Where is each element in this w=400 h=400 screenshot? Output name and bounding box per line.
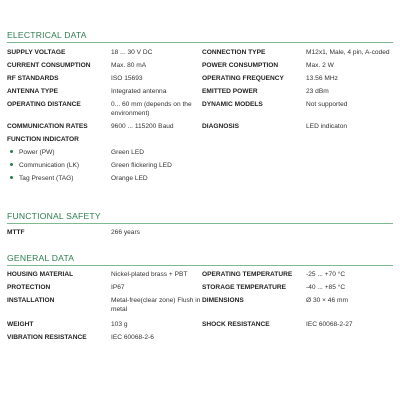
indicator-name: Communication (LK) [19, 162, 80, 169]
table-row [7, 101, 393, 123]
bullet-icon [10, 163, 13, 166]
spec-label: HOUSING MATERIAL [7, 271, 74, 278]
table-row [7, 62, 393, 75]
section-title-safety: FUNCTIONAL SAFETY [7, 211, 393, 224]
spec-label: INSTALLATION [7, 297, 55, 304]
indicator-name: Power (PW) [19, 149, 55, 156]
spec-value: M12x1, Male, 4 pin, A-coded [306, 49, 390, 56]
spec-value: IEC 60068-2-6 [111, 334, 154, 341]
spec-value: IEC 60068-2-27 [306, 321, 353, 328]
spec-value: 9600 ... 115200 Baud [111, 123, 174, 130]
spec-label: OPERATING FREQUENCY [202, 75, 284, 82]
spec-label: MTTF [7, 229, 25, 236]
functional-safety-section [7, 211, 393, 242]
spec-value: Ø 30 × 46 mm [306, 297, 348, 304]
list-item [7, 149, 393, 162]
table-row [7, 75, 393, 88]
indicator-value: Orange LED [111, 175, 148, 182]
spec-value: IP67 [111, 284, 125, 291]
spec-value: 23 dBm [306, 88, 329, 95]
spec-label: RF STANDARDS [7, 75, 59, 82]
table-row [7, 297, 393, 321]
spec-label: EMITTED POWER [202, 88, 258, 95]
spec-value: ISO 15693 [111, 75, 143, 82]
spec-value: -40 ... +85 °C [306, 284, 346, 291]
table-row [7, 229, 393, 242]
general-data-section [7, 253, 393, 347]
table-row [7, 88, 393, 101]
table-row [7, 271, 393, 284]
indicator-value: Green LED [111, 149, 144, 156]
table-row [7, 321, 393, 334]
spec-value: 266 years [111, 229, 140, 236]
spec-label: OPERATING DISTANCE [7, 101, 81, 108]
section-title-general: GENERAL DATA [7, 253, 393, 266]
table-row [7, 136, 393, 149]
indicator-value: Green flickering LED [111, 162, 172, 169]
spec-label: SHOCK RESISTANCE [202, 321, 270, 328]
spec-label: SUPPLY VOLTAGE [7, 49, 66, 56]
spec-value: 103 g [111, 321, 128, 328]
spec-label: DYNAMIC MODELS [202, 101, 263, 108]
spec-label: WEIGHT [7, 321, 34, 328]
spec-label: CURRENT CONSUMPTION [7, 62, 91, 69]
spec-label: ANTENNA TYPE [7, 88, 59, 95]
spec-label: CONNECTION TYPE [202, 49, 266, 56]
spec-value: -25 ... +70 °C [306, 271, 346, 278]
table-row [7, 284, 393, 297]
spec-value: 0... 60 mm (depends on the environment) [111, 101, 192, 117]
spec-value: LED indicaton [306, 123, 348, 130]
spec-label: FUNCTION INDICATOR [7, 136, 79, 143]
section-title-electrical: ELECTRICAL DATA [7, 30, 393, 43]
spec-label: DIMENSIONS [202, 297, 244, 304]
spec-label: PROTECTION [7, 284, 51, 291]
electrical-data-section [7, 30, 393, 188]
spec-value: Integrated antenna [111, 88, 167, 95]
spec-label: STORAGE TEMPERATURE [202, 284, 287, 291]
spec-label: DIAGNOSIS [202, 123, 240, 130]
indicator-name: Tag Present (TAG) [19, 175, 74, 182]
spec-value: Nickel-plated brass + PBT [111, 271, 188, 278]
spec-value: Metal-free(clear zone) Flush in metal [111, 297, 201, 313]
spec-value: Not supported [306, 101, 348, 108]
bullet-icon [10, 176, 13, 179]
spec-label: OPERATING TEMPERATURE [202, 271, 293, 278]
spec-value: 13.56 MHz [306, 75, 338, 82]
spec-value: 18 ... 30 V DC [111, 49, 153, 56]
list-item [7, 162, 393, 175]
spec-label: POWER CONSUMPTION [202, 62, 279, 69]
spec-label: VIBRATION RESISTANCE [7, 334, 87, 341]
list-item [7, 175, 393, 188]
spec-value: Max. 80 mA [111, 62, 147, 69]
spec-label: COMMUNICATION RATES [7, 123, 88, 130]
table-row [7, 123, 393, 136]
table-row [7, 334, 393, 347]
spec-value: Max. 2 W [306, 62, 334, 69]
bullet-icon [10, 150, 13, 153]
table-row [7, 49, 393, 62]
